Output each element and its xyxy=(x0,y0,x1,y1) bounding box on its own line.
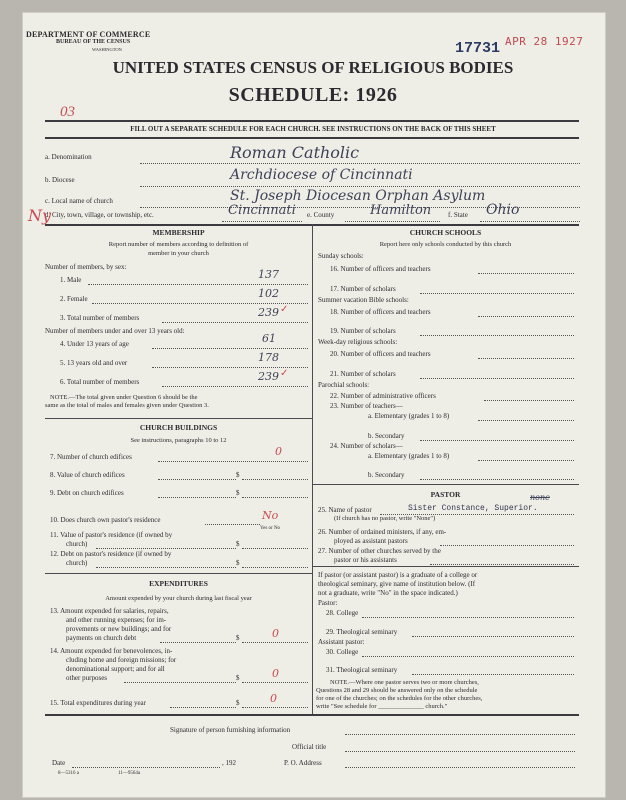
pastor-sublabel: Pastor: xyxy=(318,599,338,607)
q1-line xyxy=(88,284,308,285)
q27-label-1: 27. Number of other churches served by the xyxy=(318,547,441,555)
q12-dollar: $ xyxy=(236,559,240,567)
q9-dollar: $ xyxy=(236,489,240,497)
summer-schools-label: Summer vacation Bible schools: xyxy=(318,296,409,304)
q11-line xyxy=(96,548,236,549)
q13-line-1: 13. Amount expended for salaries, repairs, xyxy=(50,607,169,615)
county-value[interactable]: Hamilton xyxy=(370,203,432,218)
pastor-heading: PASTOR xyxy=(430,490,461,499)
diocese-value[interactable]: Archdiocese of Cincinnati xyxy=(230,167,413,183)
form-number: 8—5316 a xyxy=(58,771,79,776)
q8-amount-line[interactable] xyxy=(242,479,308,480)
q26-label-1: 26. Number of ordained ministers, if any, em- xyxy=(318,528,447,536)
age-intro-label: Number of members under and over 13 years old: xyxy=(45,327,185,335)
q14-line xyxy=(124,682,236,683)
q11-amount-line[interactable] xyxy=(242,548,308,549)
members-by-sex-label: Number of members, by sex: xyxy=(45,263,127,271)
q28-line[interactable] xyxy=(362,617,574,618)
local-name-label: c. Local name of church xyxy=(45,197,113,205)
q27-label-2: pastor or his assistants xyxy=(334,556,397,564)
q9-line xyxy=(158,497,236,498)
q13-amount-line xyxy=(242,642,308,643)
city-value[interactable]: Cincinnati xyxy=(228,203,296,218)
q30-label: 30. College xyxy=(326,648,359,656)
q16-label: 16. Number of officers and teachers xyxy=(330,265,431,273)
schools-intro: Report here only schools conducted by this church xyxy=(379,241,512,248)
q21-label: 21. Number of scholars xyxy=(330,370,396,378)
q10-hint: Yes or No xyxy=(260,526,281,531)
q4-label: 4. Under 13 years of age xyxy=(60,340,129,348)
q11-label-2: church) xyxy=(66,540,88,548)
received-date-stamp: APR 28 1927 xyxy=(505,35,584,48)
q14-line-2: cluding home and foreign missions; for xyxy=(66,656,177,664)
q10-value[interactable]: No xyxy=(262,509,279,522)
membership-bottom-rule xyxy=(45,418,312,419)
q18-label: 18. Number of officers and teachers xyxy=(330,308,431,316)
column-divider xyxy=(312,224,313,714)
q13-line-3: provements or new buildings; and for xyxy=(66,625,172,633)
pastor-note-4: write "See schedule for ______________ church." xyxy=(316,703,448,710)
q26-label-2: ployed as assistant pastors xyxy=(334,537,408,545)
county-label: e. County xyxy=(307,211,335,219)
date-label: Date xyxy=(52,759,66,767)
q9-label: 9. Debt on church edifices xyxy=(50,489,124,497)
q8-line xyxy=(158,479,236,480)
q1-value[interactable]: 137 xyxy=(258,268,279,281)
q14-value[interactable]: 0 xyxy=(272,667,279,680)
department-name: DEPARTMENT OF COMMERCE xyxy=(26,30,151,39)
q23b-line[interactable] xyxy=(420,440,574,441)
q15-label: 15. Total expenditures during year xyxy=(50,699,146,707)
q6-label: 6. Total number of members xyxy=(60,378,140,386)
serial-number: 17731 xyxy=(455,40,501,57)
q16-line[interactable] xyxy=(478,273,574,274)
q13-line xyxy=(160,642,236,643)
denomination-value[interactable]: Roman Catholic xyxy=(230,143,360,162)
q2-value[interactable]: 102 xyxy=(258,287,279,300)
sunday-schools-label: Sunday schools: xyxy=(318,252,364,260)
bureau-name: BUREAU OF THE CENSUS xyxy=(56,39,131,45)
q7-value[interactable]: 0 xyxy=(275,445,282,458)
q28-label: 28. College xyxy=(326,609,359,617)
print-number: 11—9564a xyxy=(118,771,141,776)
diocese-line xyxy=(140,186,580,187)
q25-label: 25. Name of pastor xyxy=(318,506,372,514)
diocese-label: b. Diocese xyxy=(45,176,75,184)
q15-value[interactable]: 0 xyxy=(270,692,277,705)
q5-label: 5. 13 years old and over xyxy=(60,359,128,367)
city-name: WASHINGTON xyxy=(92,47,122,52)
q20-label: 20. Number of officers and teachers xyxy=(330,350,431,358)
city-line xyxy=(222,221,302,222)
q27-line[interactable] xyxy=(430,564,574,565)
q14-line-3: denominational support; and for all xyxy=(66,665,165,673)
membership-heading: MEMBERSHIP xyxy=(152,228,205,237)
pastor-note-2: Questions 28 and 29 should be answered only on the schedule xyxy=(316,687,478,694)
code-mark: 03 xyxy=(60,104,75,120)
q5-value[interactable]: 178 xyxy=(258,351,279,364)
buildings-bottom-rule xyxy=(45,573,312,574)
q30-line[interactable] xyxy=(362,656,574,657)
q13-dollar: $ xyxy=(236,634,240,642)
assistant-pastor-sublabel: Assistant pastor: xyxy=(318,638,365,646)
q10-line xyxy=(205,524,260,525)
fill-instruction: FILL OUT A SEPARATE SCHEDULE FOR EACH CHURCH. SEE INSTRUCTIONS ON THE BACK OF THIS SHEET xyxy=(130,125,496,133)
parochial-schools-label: Parochial schools: xyxy=(318,381,370,389)
membership-intro-1: Report number of members according to definition of xyxy=(108,241,249,248)
q21-line[interactable] xyxy=(420,378,574,379)
q2-line xyxy=(92,303,308,304)
q12-line xyxy=(96,567,236,568)
city-label: d. City, town, village, or township, etc. xyxy=(45,211,154,219)
q6-check-mark: ✓ xyxy=(280,368,289,379)
state-line xyxy=(480,221,580,222)
q4-line xyxy=(152,348,308,349)
form-title: UNITED STATES CENSUS OF RELIGIOUS BODIES xyxy=(112,58,514,77)
q22-label: 22. Number of administrative officers xyxy=(330,392,436,400)
membership-intro-2: member in your church xyxy=(148,250,209,257)
header-rule-bottom xyxy=(45,137,579,139)
q23b-label: b. Secondary xyxy=(368,432,405,440)
graduate-note-2: theological seminary, give name of institution below. (If xyxy=(318,580,476,588)
schedule-title: SCHEDULE: 1926 xyxy=(228,84,398,106)
q14-amount-line xyxy=(242,682,308,683)
q14-line-4: other purposes xyxy=(66,674,108,682)
q1-label: 1. Male xyxy=(60,276,82,284)
q19-label: 19. Number of scholars xyxy=(330,327,396,335)
pastor-note-3: for one of the churches; on the schedules for the other churches, xyxy=(316,695,483,702)
q15-line xyxy=(170,707,236,708)
q10-label: 10. Does church own pastor's residence xyxy=(50,516,161,524)
q3-value[interactable]: 239 xyxy=(258,306,279,319)
q6-line xyxy=(162,386,308,387)
q9-amount-line[interactable] xyxy=(242,497,308,498)
q14-line-1: 14. Amount expended for benevolences, in- xyxy=(50,647,173,655)
q6-value[interactable]: 239 xyxy=(258,370,279,383)
q29-label: 29. Theological seminary xyxy=(326,628,398,636)
state-label: f. State xyxy=(448,211,468,219)
denomination-label: a. Denomination xyxy=(45,153,92,161)
denomination-line xyxy=(140,163,580,164)
q12-amount-line[interactable] xyxy=(242,567,308,568)
q23a-label: a. Elementary (grades 1 to 8) xyxy=(368,412,450,420)
official-title-label: Official title xyxy=(292,743,327,751)
po-address-label: P. O. Address xyxy=(284,759,322,767)
schools-heading: CHURCH SCHOOLS xyxy=(409,228,482,237)
header-rule-top xyxy=(45,120,579,122)
membership-note-2: same as the total of males and females given under Question 3. xyxy=(45,402,209,409)
buildings-intro: See instructions, paragraphs 10 to 12 xyxy=(130,437,227,444)
q24b-line[interactable] xyxy=(420,479,574,480)
q2-label: 2. Female xyxy=(60,295,88,303)
pastor-note-1: NOTE.—Where one pastor serves two or more churches, xyxy=(330,679,479,686)
q3-check-mark: ✓ xyxy=(280,304,289,315)
q13-line-2: and other running expenses; for im- xyxy=(66,616,167,624)
q12-label-2: church) xyxy=(66,559,88,567)
q13-line-4: payments on church debt xyxy=(66,634,137,642)
q8-label: 8. Value of church edifices xyxy=(50,471,125,479)
q23a-line[interactable] xyxy=(478,420,574,421)
q12-label-1: 12. Debt on pastor's residence (if owned by xyxy=(50,550,172,558)
q20-line[interactable] xyxy=(478,358,574,359)
q24-label: 24. Number of scholars— xyxy=(330,442,403,450)
q24b-label: b. Secondary xyxy=(368,471,405,479)
q15-amount-line xyxy=(242,707,308,708)
q3-line xyxy=(162,322,308,323)
pastor-rule xyxy=(312,566,579,567)
q23-label: 23. Number of teachers— xyxy=(330,402,403,410)
county-line xyxy=(345,221,440,222)
q17-label: 17. Number of scholars xyxy=(330,285,396,293)
expenditures-heading: EXPENDITURES xyxy=(149,579,208,588)
q26-line[interactable] xyxy=(440,545,574,546)
q13-value[interactable]: 0 xyxy=(272,627,279,640)
q7-label: 7. Number of church edifices xyxy=(50,453,132,461)
weekday-schools-label: Week-day religious schools: xyxy=(318,338,398,346)
q11-dollar: $ xyxy=(236,540,240,548)
membership-note-1: NOTE.—The total given under Question 6 should be the xyxy=(50,394,198,401)
state-value[interactable]: Ohio xyxy=(486,202,520,218)
date-year-label: , 192 xyxy=(222,759,236,767)
graduate-note-1: If pastor (or assistant pastor) is a graduate of a college or xyxy=(318,571,478,579)
q11-label-1: 11. Value of pastor's residence (if owned by xyxy=(50,531,173,539)
q24a-line[interactable] xyxy=(478,460,574,461)
q15-dollar: $ xyxy=(236,699,240,707)
q8-dollar: $ xyxy=(236,471,240,479)
q25-hint: (If church has no pastor, write "None") xyxy=(334,515,436,522)
q22-line[interactable] xyxy=(484,400,574,401)
q29-line[interactable] xyxy=(412,636,574,637)
q18-line[interactable] xyxy=(478,316,574,317)
q14-dollar: $ xyxy=(236,674,240,682)
q7-line xyxy=(158,461,308,462)
expenditures-intro: Amount expended by your church during last fiscal year xyxy=(105,595,252,602)
buildings-heading: CHURCH BUILDINGS xyxy=(139,423,218,432)
q19-line[interactable] xyxy=(420,335,574,336)
date-line[interactable] xyxy=(72,767,220,768)
q17-line[interactable] xyxy=(420,293,574,294)
signature-label: Signature of person furnishing information xyxy=(170,726,291,734)
q4-value[interactable]: 61 xyxy=(262,332,276,345)
official-title-line[interactable] xyxy=(345,751,575,752)
q25-struck-mark: none xyxy=(530,493,550,502)
local-name-value[interactable]: St. Joseph Diocesan Orphan Asylum xyxy=(230,188,486,204)
table-bottom-rule xyxy=(45,714,579,716)
margin-mark: Ny xyxy=(28,206,52,225)
q24a-label: a. Elementary (grades 1 to 8) xyxy=(368,452,450,460)
graduate-note-3: not a graduate, write "No" in the space indicated.) xyxy=(318,589,458,597)
po-address-line[interactable] xyxy=(345,767,575,768)
schools-bottom-rule xyxy=(312,484,579,485)
q25-value[interactable]: Sister Constance, Superior. xyxy=(408,504,538,513)
q31-line[interactable] xyxy=(412,674,574,675)
q3-label: 3. Total number of members xyxy=(60,314,140,322)
q31-label: 31. Theological seminary xyxy=(326,666,398,674)
signature-line[interactable] xyxy=(345,734,575,735)
